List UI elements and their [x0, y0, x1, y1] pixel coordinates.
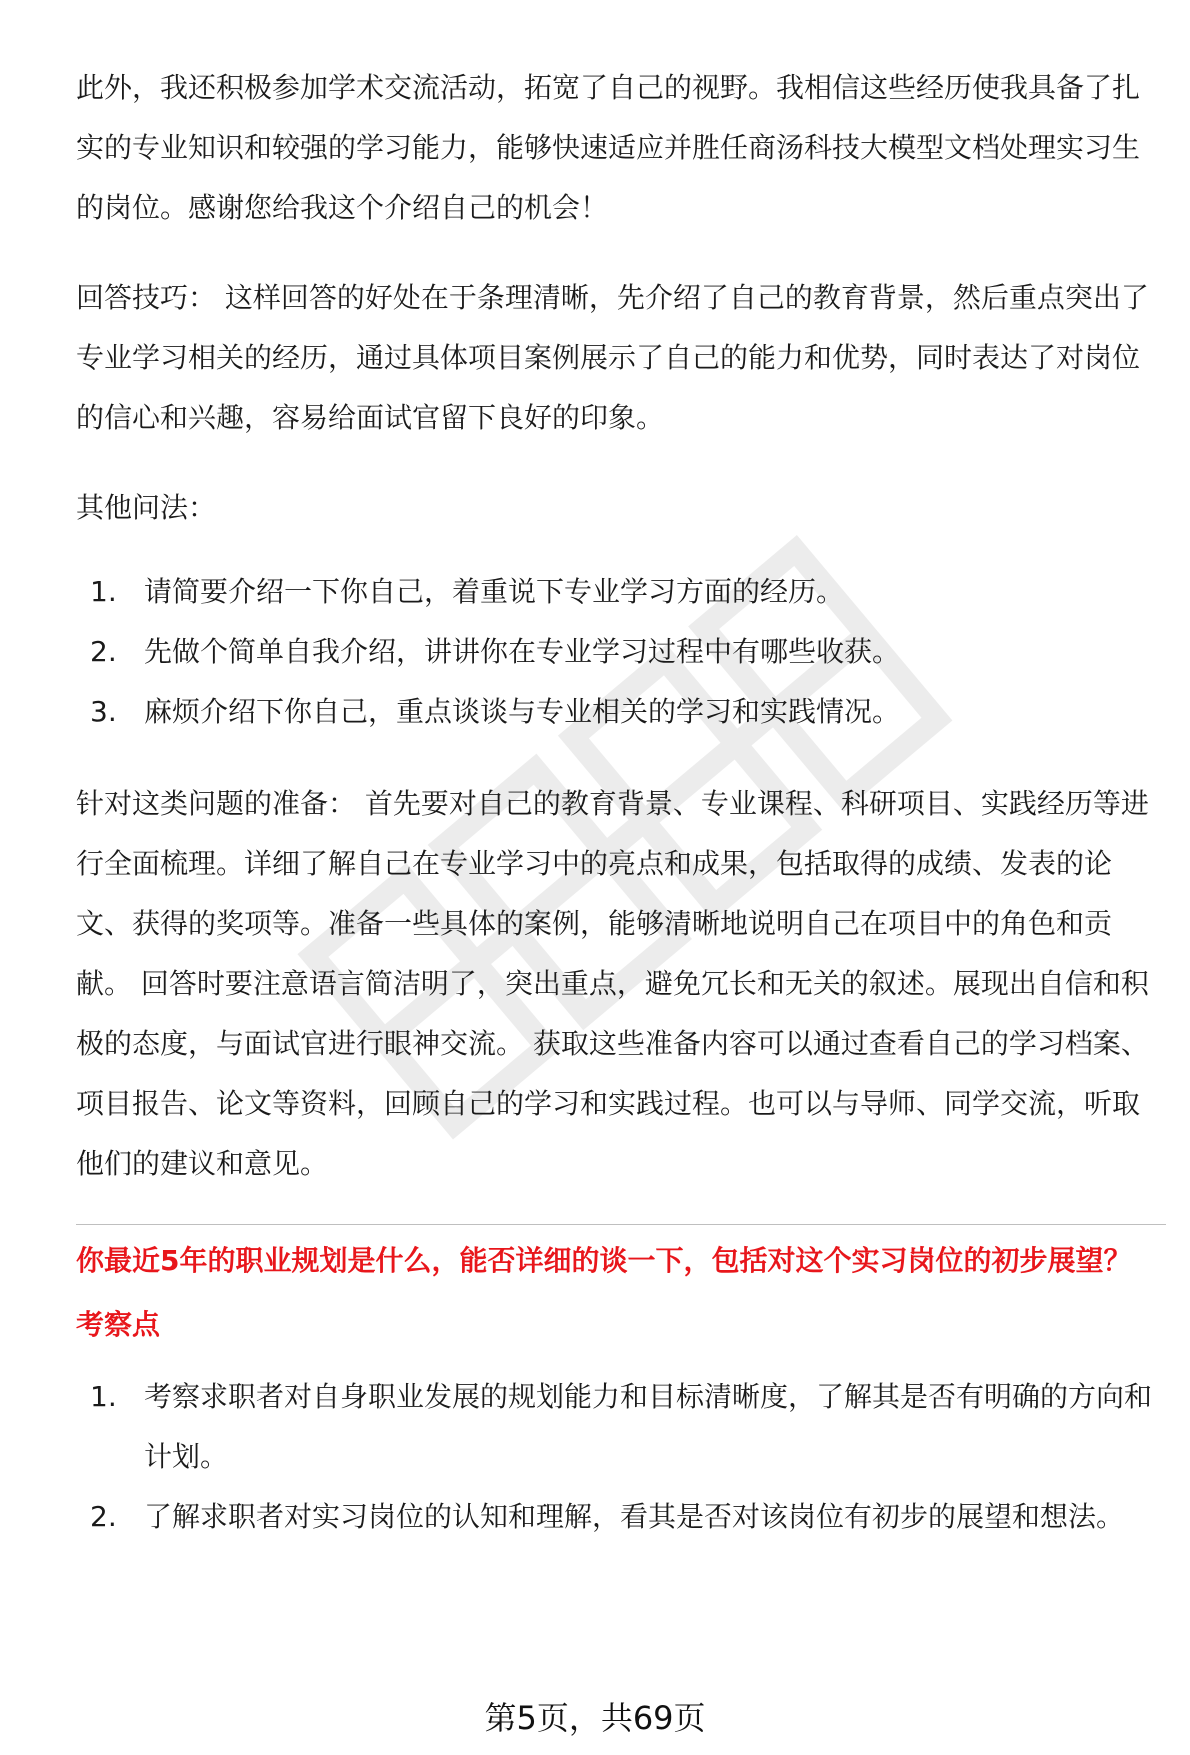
- section-divider: [76, 1224, 1166, 1225]
- list-item: [76, 1487, 1166, 1547]
- list-item-number: 1.: [90, 1380, 117, 1413]
- document-page: [76, 58, 1166, 1547]
- list-item-text: 考察求职者对自身职业发展的规划能力和目标清晰度，了解其是否有明确的方向和计划。: [144, 1380, 1153, 1473]
- list-item-number: 1.: [90, 575, 117, 608]
- other-ways-list: [76, 562, 1166, 742]
- assessment-points-list: [76, 1367, 1166, 1547]
- list-item-text: 麻烦介绍下你自己，重点谈谈与专业相关的学习和实践情况。: [144, 695, 901, 728]
- list-item: [76, 562, 1166, 622]
- list-item-text: 请简要介绍一下你自己，着重说下专业学习方面的经历。: [144, 575, 845, 608]
- list-item: [76, 1367, 1166, 1487]
- list-item: [76, 622, 1166, 682]
- assessment-points-heading: 考察点: [76, 1308, 161, 1341]
- list-item-text: 先做个简单自我介绍，讲讲你在专业学习过程中有哪些收获。: [144, 635, 901, 668]
- list-item: [76, 682, 1166, 742]
- list-item-number: 2.: [90, 1500, 117, 1533]
- preparation-paragraph: 针对这类问题的准备： 首先要对自己的教育背景、专业课程、科研项目、实践经历等进行全面梳理。详细了解自己在专业学习中的亮点和成果，包括取得的成绩、发表的论文、获得的奖项等。准备一些具体的案例，能够清晰地说明自己在项目中的角色和贡献。 回答时要注意语言简洁明了，突出重点，避免冗长和无关的叙述。展现出自信和积极的态度，与面试官进行眼神交流。 获取这些准备内容可以通过查看自己的学习档案、项目报告、论文等资料，回顾自己的学习和实践过程。也可以与导师、同学交流，听取他们的建议和意见。: [76, 787, 1149, 1180]
- answer-tips-paragraph: 回答技巧： 这样回答的好处在于条理清晰，先介绍了自己的教育背景，然后重点突出了专业学习相关的经历，通过具体项目案例展示了自己的能力和优势，同时表达了对岗位的信心和兴趣，容易给面试官留下良好的印象。: [76, 281, 1149, 434]
- question-heading: 你最近5年的职业规划是什么，能否详细的谈一下，包括对这个实习岗位的初步展望？: [76, 1244, 1132, 1277]
- other-ways-label: 其他问法：: [76, 491, 217, 524]
- intro-closing-paragraph: 此外，我还积极参加学术交流活动，拓宽了自己的视野。我相信这些经历使我具备了扎实的专业知识和较强的学习能力，能够快速适应并胜任商汤科技大模型文档处理实习生的岗位。感谢您给我这个介绍自己的机会！: [76, 71, 1141, 224]
- list-item-text: 了解求职者对实习岗位的认知和理解，看其是否对该岗位有初步的展望和想法。: [144, 1500, 1125, 1533]
- page-number-footer: 第5页，共69页: [484, 1699, 706, 1737]
- list-item-number: 2.: [90, 635, 117, 668]
- list-item-number: 3.: [90, 695, 117, 728]
